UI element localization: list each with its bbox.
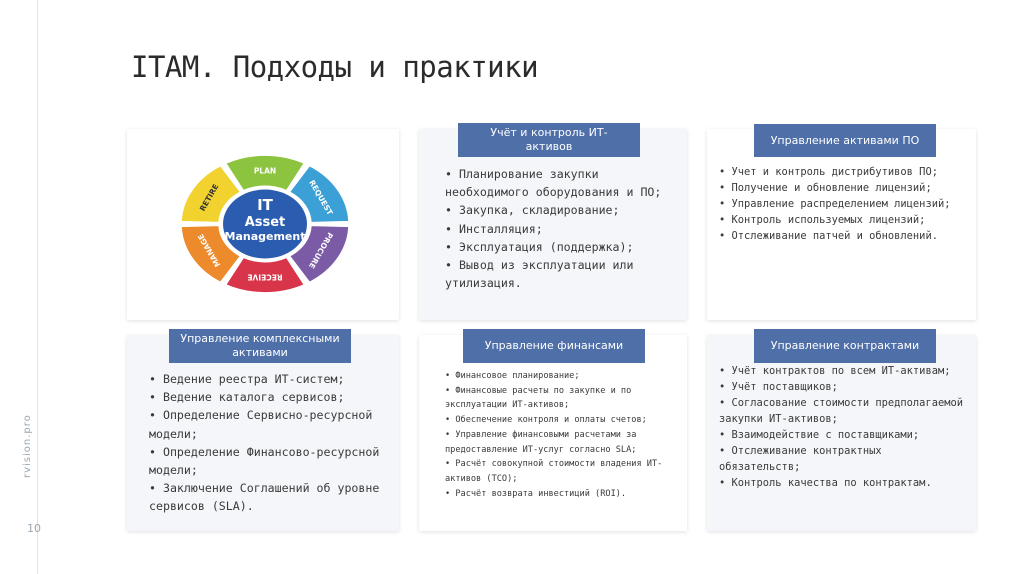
list-item: • Эксплуатация (поддержка); <box>445 238 673 256</box>
list-item: • Расчёт возврата инвестиций (ROI). <box>445 487 681 502</box>
finance-header: Управление финансами <box>463 329 645 363</box>
finance-list <box>445 369 681 501</box>
list-item: • Ведение реестра ИТ-систем; <box>149 370 387 388</box>
accounting-list <box>445 165 673 292</box>
list-item: • Определение Финансово-ресурсной модели; <box>149 443 387 479</box>
list-item: • Взаимодействие с поставщиками; <box>719 427 969 443</box>
wheel-label-plan: PLAN <box>253 166 277 176</box>
list-item: • Обеспечение контроля и оплаты счетов; <box>445 413 681 428</box>
list-item: • Учёт поставщиков; <box>719 379 969 395</box>
slide-title: ITAM. Подходы и практики <box>131 50 539 84</box>
list-item: • Управление распределением лицензий; <box>719 196 969 212</box>
list-item: • Планирование закупки необходимого оборудования и ПО; <box>445 165 673 201</box>
contracts-list <box>719 363 969 491</box>
contracts-card <box>707 335 976 531</box>
wheel-center-text: IT <box>257 196 273 214</box>
list-item: • Учёт контрактов по всем ИТ-активам; <box>719 363 969 379</box>
software-list <box>719 164 969 244</box>
list-item: • Получение и обновление лицензий; <box>719 180 969 196</box>
left-divider-line <box>37 0 38 574</box>
list-item: • Вывод из эксплуатации или утилизация. <box>445 256 673 292</box>
list-item: • Определение Сервисно-ресурсной модели; <box>149 406 387 442</box>
wheel-label-procure: PROCURE <box>306 230 335 271</box>
list-item: • Отслеживание контрактных обязательств; <box>719 443 969 475</box>
list-item: • Учет и контроль дистрибутивов ПО; <box>719 164 969 180</box>
software-card <box>707 129 976 320</box>
wheel-label-receive: RECEIVE <box>247 272 283 282</box>
finance-card <box>419 335 687 531</box>
list-item: • Управление финансовыми расчетами за предоставление ИТ-услуг согласно SLA; <box>445 428 681 457</box>
itam-lifecycle-wheel <box>160 138 370 310</box>
list-item: • Заключение Соглашений об уровне сервисов (SLA). <box>149 479 387 515</box>
page-number: 10 <box>27 522 41 535</box>
list-item: • Закупка, складирование; <box>445 201 673 219</box>
complex-assets-card <box>127 335 399 531</box>
list-item: • Финансовые расчеты по закупке и по эксплуатации ИТ-активов; <box>445 384 681 413</box>
contracts-header: Управление контрактами <box>754 329 936 363</box>
wheel-center-text: Management <box>224 230 306 243</box>
wheel-label-manage: MANAGE <box>196 232 223 269</box>
list-item: • Контроль используемых лицензий; <box>719 212 969 228</box>
list-item: • Контроль качества по контрактам. <box>719 475 969 491</box>
list-item: • Расчёт совокупной стоимости владения ИТ-активов (TCO); <box>445 457 681 486</box>
list-item: • Ведение каталога сервисов; <box>149 388 387 406</box>
complex-assets-header: Управление комплексными активами <box>169 329 351 363</box>
list-item: • Финансовое планирование; <box>445 369 681 384</box>
wheel-center-text: Asset <box>244 215 286 230</box>
accounting-card <box>419 129 687 320</box>
complex-assets-list <box>149 370 387 516</box>
list-item: • Инсталляция; <box>445 220 673 238</box>
accounting-header: Учёт и контроль ИТ- активов <box>458 123 640 157</box>
wheel-label-request: REQUEST <box>307 178 335 217</box>
list-item: • Отслеживание патчей и обновлений. <box>719 228 969 244</box>
brand-label: rvision.pro <box>22 414 33 478</box>
list-item: • Согласование стоимости предполагаемой закупки ИТ-активов; <box>719 395 969 427</box>
wheel-label-retire: RETIRE <box>197 182 221 213</box>
software-header: Управление активами ПО <box>754 124 936 157</box>
